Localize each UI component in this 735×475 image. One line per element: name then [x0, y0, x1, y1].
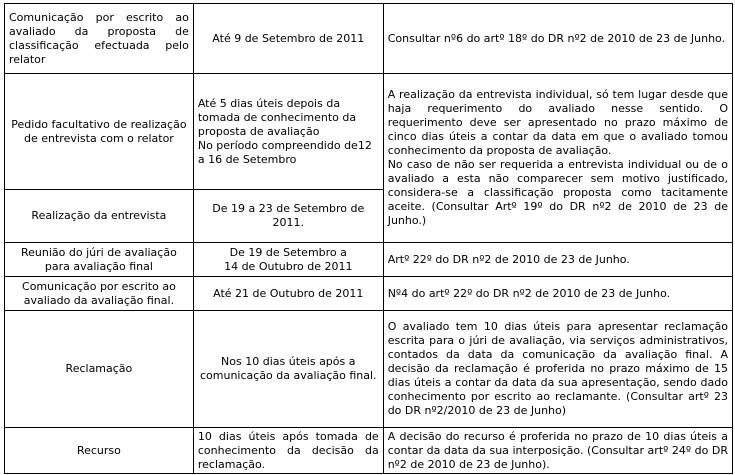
step-cell — [5, 190, 194, 243]
date-text: 14 de Outubro de 2011 — [224, 259, 353, 273]
reference-text: Nº4 do artº 22º do DR nº2 de 2010 de 23 de Junho. — [387, 286, 671, 300]
step-cell — [5, 311, 194, 428]
step-cell — [5, 277, 194, 311]
reference-text: A decisão do recurso é proferida no prazo de 10 dias úteis a contar da data da sua interposição. (Consultar artº 24º do DR nº2 de 2010 de 23 de Junho). — [387, 429, 728, 471]
step-cell — [5, 428, 194, 474]
date-cell — [193, 311, 383, 428]
step-text: Comunicação por escrito ao avaliado da avaliação final. — [22, 279, 176, 307]
step-text: Comunicação por escrito ao avaliado da proposta de classificação efectuada pelo relator — [9, 10, 189, 66]
step-cell — [5, 4, 194, 74]
date-text: Até 21 de Outubro de 2011 — [213, 286, 364, 300]
step-cell — [5, 74, 194, 190]
reference-text: Artº 22º do DR nº2 de 2010 de 23 de Junho. — [387, 252, 630, 266]
table-row — [5, 4, 733, 74]
reference-cell — [383, 243, 732, 277]
date-text: Nos 10 dias úteis após a comunicação da avaliação final. — [199, 355, 377, 382]
date-text: No período compreendido de12 a 16 de Setembro — [197, 138, 372, 166]
step-text: Reclamação — [65, 362, 133, 375]
step-text: Pedido facultativo de realização de entrevista com o relator — [11, 117, 187, 145]
date-text: Até 5 dias úteis depois da tomada de conhecimento da proposta de avaliação — [197, 96, 357, 138]
table-row — [5, 428, 733, 474]
table-row — [5, 277, 733, 311]
date-cell — [193, 243, 383, 277]
reference-cell — [383, 428, 732, 474]
reference-text: No caso de não ser requerida a entrevista individual ou de o avaliado a esta não comparecer sem motivo justificado, considera-se a classificação proposta como tacitamente aceite. (Consultar Artº 19º do DR nº2 de 2010 de 23 de Junho.) — [387, 158, 728, 227]
table-row — [5, 243, 733, 277]
date-cell — [193, 4, 383, 74]
reference-cell — [383, 277, 732, 311]
reference-text: O avaliado tem 10 dias úteis para apresentar reclamação escrita para o júri de avaliação, via serviços administrativos, contados da data da comunicação da avaliação final. A decisão da reclamação é proferida no prazo máximo de 15 dias úteis a contar da data da sua apresentação, sendo dado conhecimento por escrito ao reclamante. (Consultar artº 23 do DR nº2/2010 de 23 de Junho) — [387, 320, 728, 417]
date-cell — [193, 74, 383, 190]
schedule-table — [4, 3, 733, 474]
reference-cell — [383, 74, 732, 243]
date-cell — [193, 190, 383, 243]
step-text: Reunião do júri de avaliação para avaliação final — [21, 245, 177, 273]
date-text: 10 dias úteis após tomada de conhecimento da decisão da reclamação. — [197, 429, 379, 471]
date-cell — [193, 428, 383, 474]
reference-text: A realização da entrevista individual, só tem lugar desde que haja requerimento do avaliado nesse sentido. O requerimento deve ser apresentado no prazo máximo de cinco dias úteis a contar da data em que o avaliado tomou conhecimento da proposta de avaliação. — [387, 88, 728, 157]
reference-text: Consultar nº6 do artº 18º do DR nº2 de 2010 de 23 de Junho. — [387, 31, 726, 45]
date-text: De 19 de Setembro a — [229, 245, 347, 259]
reference-cell — [383, 4, 732, 74]
step-text: Realização da entrevista — [31, 209, 167, 222]
date-cell — [193, 277, 383, 311]
table-row — [5, 74, 733, 190]
date-text: Até 9 de Setembro de 2011 — [212, 31, 365, 45]
step-text: Recurso — [76, 443, 121, 457]
table-row — [5, 311, 733, 428]
step-cell — [5, 243, 194, 277]
date-text: De 19 a 23 de Setembro de 2011. — [212, 202, 365, 229]
reference-cell — [383, 311, 732, 428]
